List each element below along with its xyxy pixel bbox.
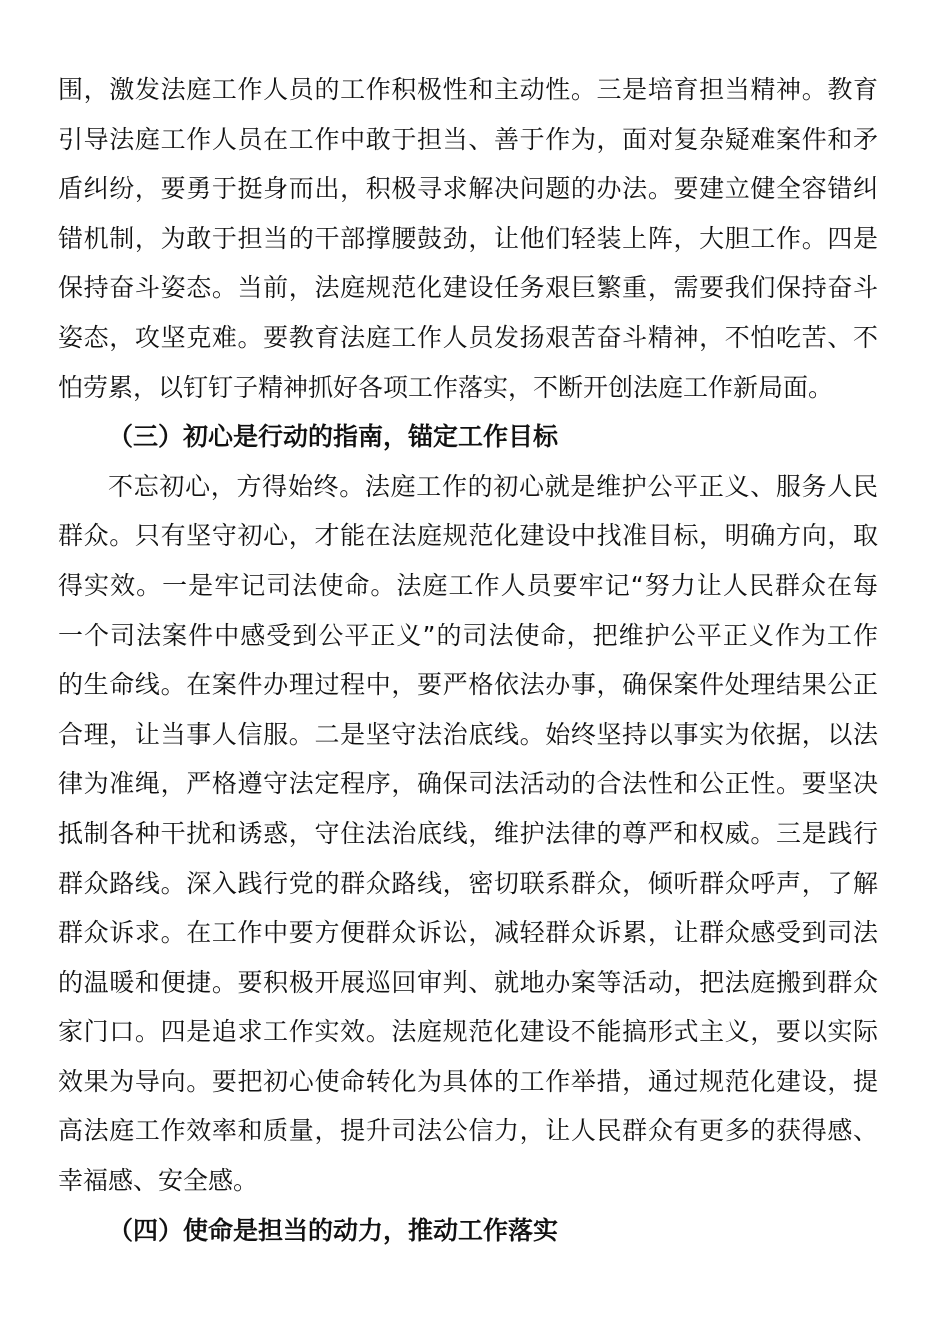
text-line: 合理，让当事人信服。二是坚守法治底线。始终坚持以事实为依据，以法	[58, 719, 878, 749]
text-line: 律为准绳，严格遵守法定程序，确保司法活动的合法性和公正性。要坚决	[58, 769, 878, 799]
text-line: 一个司法案件中感受到公平正义”的司法使命，把维护公平正义作为工作	[58, 620, 878, 650]
paragraph-1	[58, 65, 878, 412]
document-page	[58, 65, 878, 1255]
text-line: 得实效。一是牢记司法使命。法庭工作人员要牢记“努力让人民群众在每	[58, 570, 878, 600]
text-line: 群众诉求。在工作中要方便群众诉讼，减轻群众诉累，让群众感受到司法	[58, 918, 878, 948]
text-line: 抵制各种干扰和诱惑，守住法治底线，维护法律的尊严和权威。三是践行	[58, 818, 878, 848]
text-line: 盾纠纷，要勇于挺身而出，积极寻求解决问题的办法。要建立健全容错纠	[58, 174, 878, 204]
text-line: 姿态，攻坚克难。要教育法庭工作人员发扬艰苦奋斗精神，不怕吃苦、不	[58, 322, 878, 352]
text-line: 效果为导向。要把初心使命转化为具体的工作举措，通过规范化建设，提	[58, 1066, 878, 1096]
text-line: 不忘初心，方得始终。法庭工作的初心就是维护公平正义、服务人民	[108, 471, 878, 501]
text-line: 群众。只有坚守初心，才能在法庭规范化建设中找准目标，明确方向，取	[58, 521, 878, 551]
text-line: 家门口。四是追求工作实效。法庭规范化建设不能搞形式主义，要以实际	[58, 1017, 878, 1047]
text-line: 围，激发法庭工作人员的工作积极性和主动性。三是培育担当精神。教育	[58, 75, 878, 104]
text-line: 高法庭工作效率和质量，提升司法公信力，让人民群众有更多的获得感、	[58, 1116, 878, 1146]
text-line: 幸福感、安全感。	[58, 1166, 259, 1196]
section-heading-4: （四）使命是担当的动力，推动工作落实	[108, 1215, 559, 1245]
text-line: 引导法庭工作人员在工作中敢于担当、善于作为，面对复杂疑难案件和矛	[58, 124, 878, 154]
text-line: 群众路线。深入践行党的群众路线，密切联系群众，倾听群众呼声，了解	[58, 868, 878, 898]
text-line: 保持奋斗姿态。当前，法庭规范化建设任务艰巨繁重，需要我们保持奋斗	[58, 273, 878, 303]
text-line: 的生命线。在案件办理过程中，要严格依法办事，确保案件处理结果公正	[58, 670, 878, 700]
text-line: 错机制，为敢于担当的干部撑腰鼓劲，让他们轻装上阵，大胆工作。四是	[58, 223, 878, 253]
text-line: 怕劳累，以钉钉子精神抓好各项工作落实，不断开创法庭工作新局面。	[58, 372, 834, 402]
section-heading-3: （三）初心是行动的指南，锚定工作目标	[108, 422, 559, 452]
text-line: 的温暖和便捷。要积极开展巡回审判、就地办案等活动，把法庭搬到群众	[58, 967, 878, 997]
paragraph-2	[58, 462, 878, 1206]
